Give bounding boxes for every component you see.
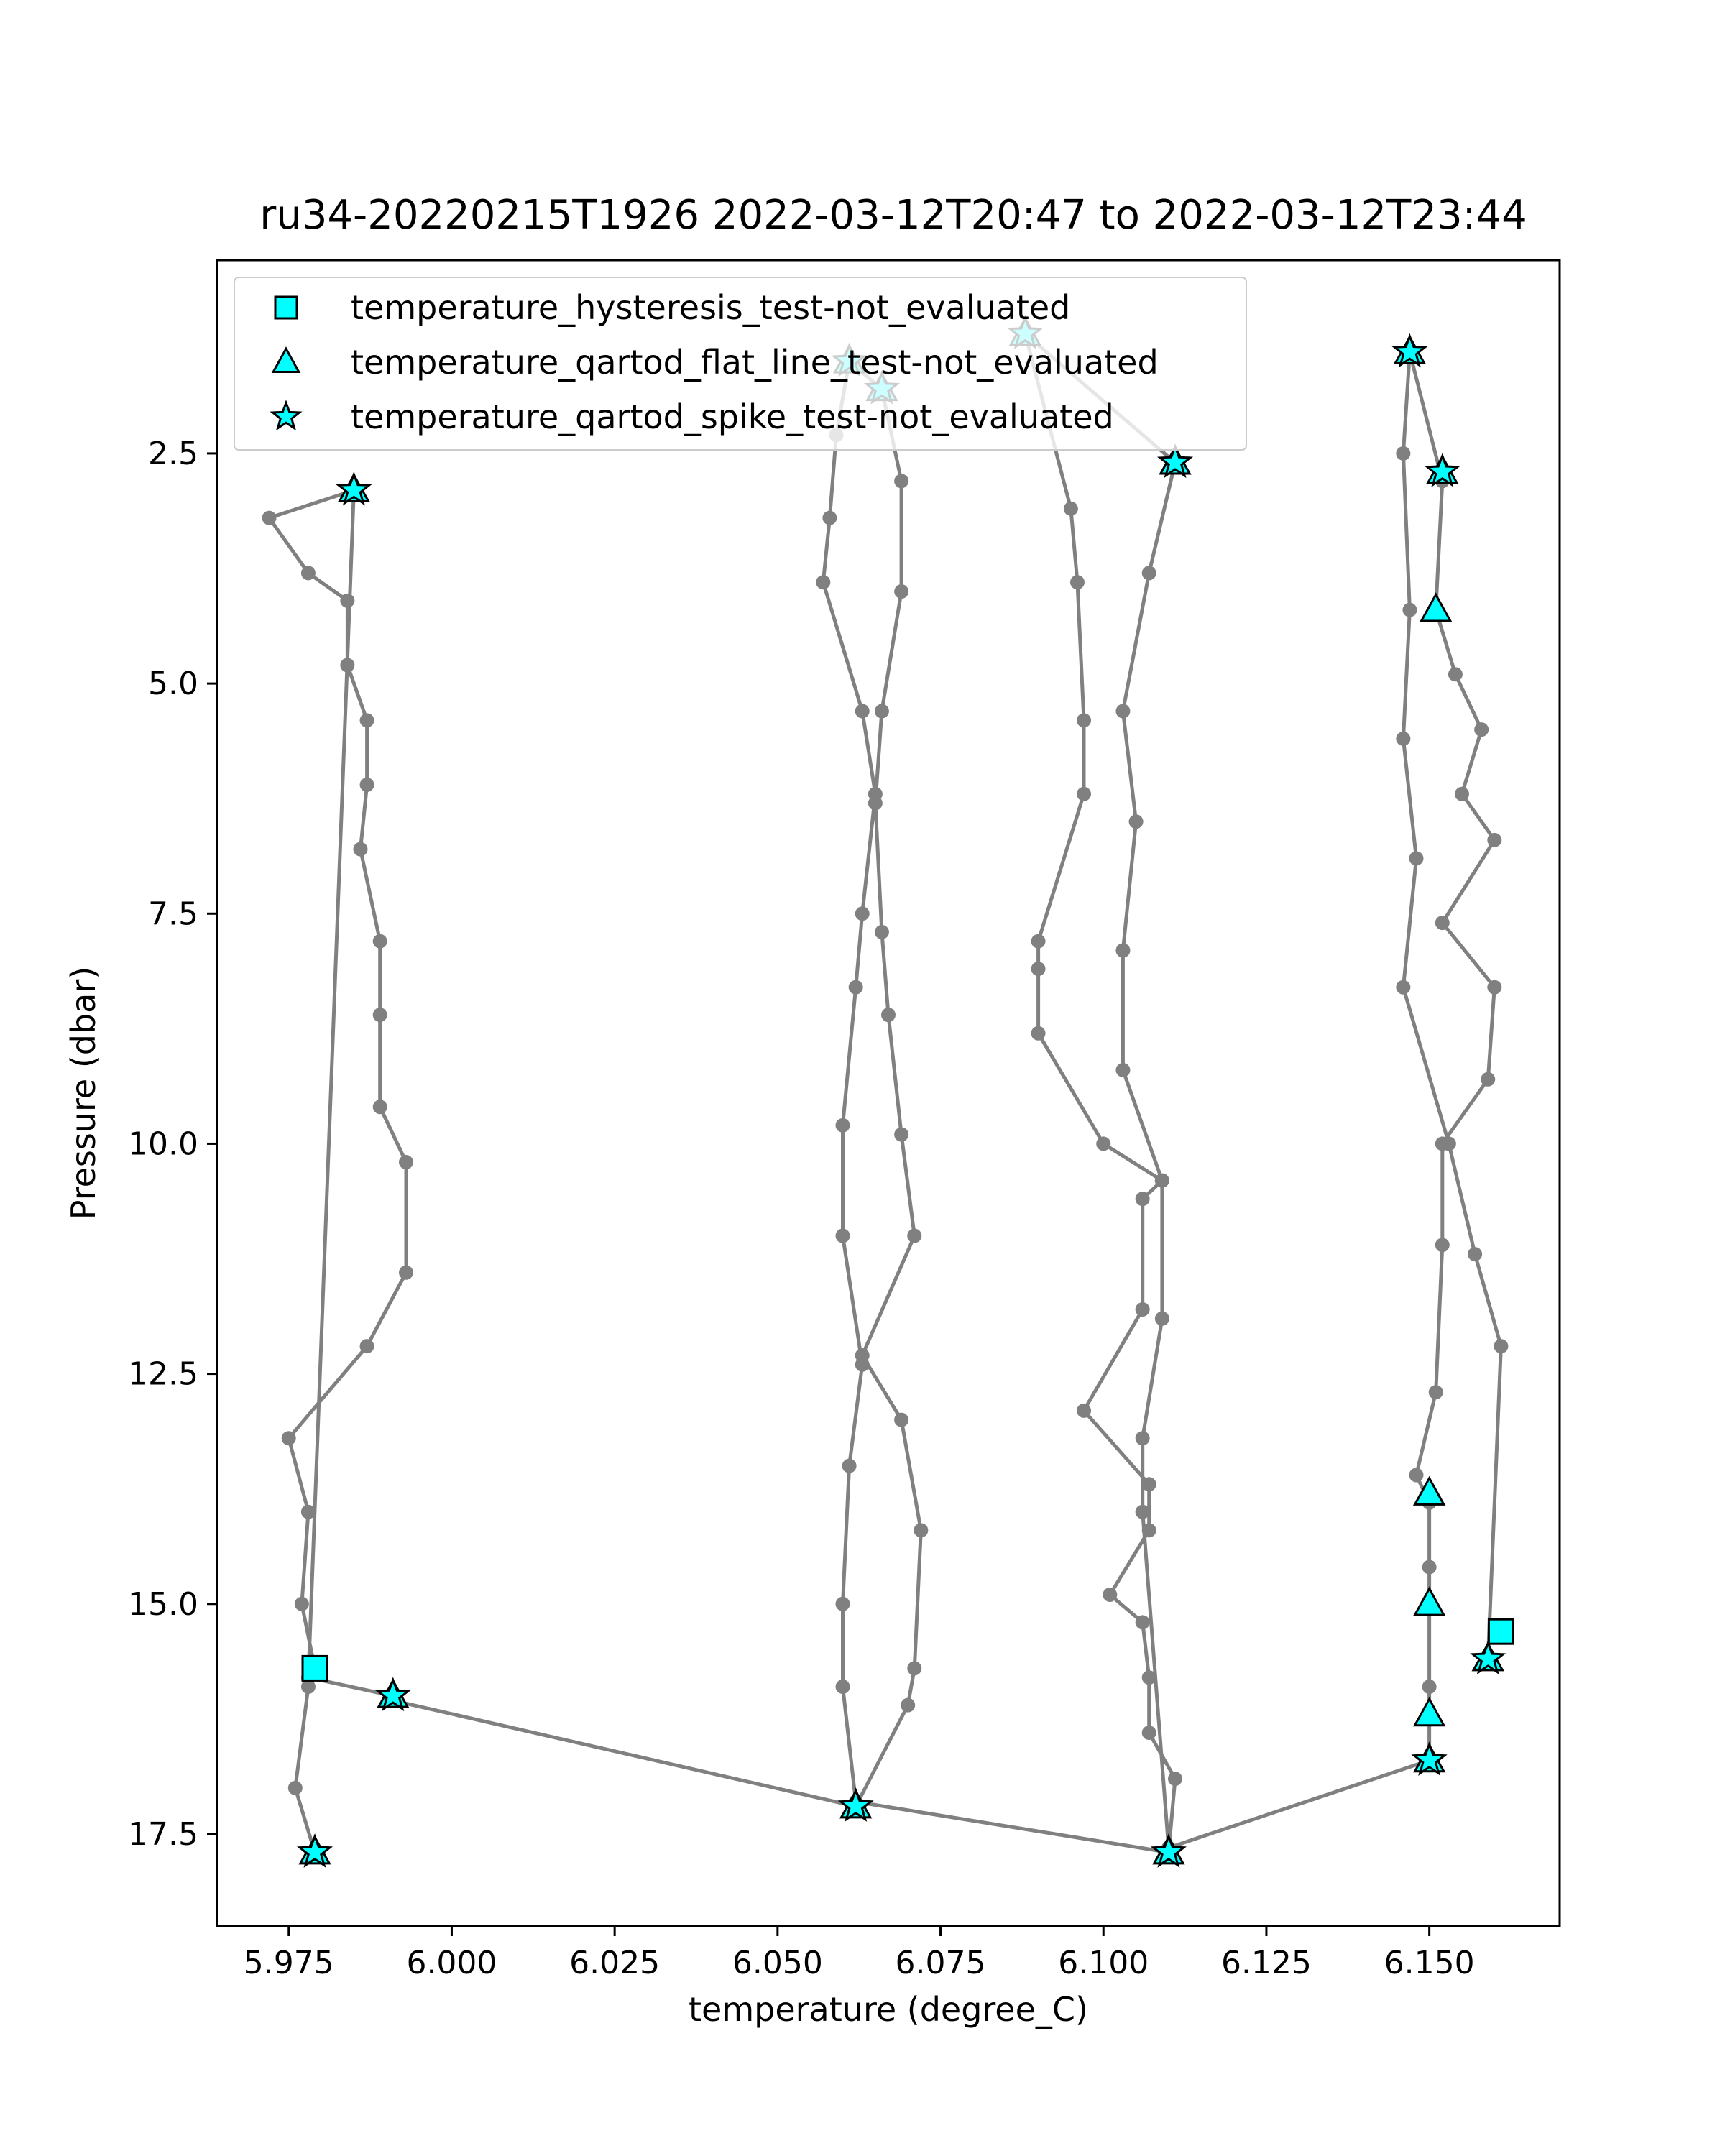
profile-point: [901, 1698, 915, 1713]
profile-point: [868, 787, 883, 801]
profile-point: [1116, 943, 1130, 957]
profile-point: [1468, 1247, 1482, 1261]
profile-point: [1142, 1523, 1156, 1537]
profile-point: [1448, 667, 1463, 681]
x-tick-label: 5.975: [243, 1945, 334, 1981]
profile-point: [849, 980, 863, 995]
profile-point: [907, 1229, 921, 1243]
profile-point: [282, 1431, 296, 1445]
profile-point: [1077, 787, 1091, 801]
profile-point: [399, 1266, 413, 1280]
profile-point: [875, 925, 889, 939]
x-axis-label: temperature (degree_C): [689, 1990, 1088, 2029]
profile-point: [1435, 1238, 1450, 1252]
profile-point: [1168, 1772, 1182, 1786]
profile-point: [1409, 851, 1424, 865]
profile-point: [1116, 704, 1130, 719]
x-tick-label: 6.100: [1058, 1945, 1149, 1981]
legend-square-marker: [275, 297, 297, 318]
profile-point: [301, 1505, 316, 1519]
y-tick-label: 17.5: [128, 1815, 198, 1853]
y-tick-label: 7.5: [148, 895, 198, 933]
legend-entries: [273, 288, 1159, 436]
profile-point: [855, 906, 870, 921]
profile-point: [1487, 833, 1501, 847]
profile-point: [1474, 722, 1489, 737]
profile-point: [1494, 1339, 1508, 1353]
profile-point: [855, 1358, 870, 1372]
profile-point: [914, 1523, 928, 1537]
profile-point: [373, 934, 387, 949]
profile-point: [836, 1597, 850, 1611]
profile-point: [1422, 1560, 1437, 1575]
profile-point: [1435, 916, 1450, 930]
profile-point: [1136, 1615, 1150, 1629]
profile-point: [1031, 1026, 1046, 1041]
profile-point: [262, 511, 277, 525]
legend-label: temperature_qartod_flat_line_test-not_evaluated: [351, 343, 1159, 382]
legend-label: temperature_qartod_spike_test-not_evaluated: [351, 397, 1114, 436]
profile-point: [894, 1413, 908, 1427]
profile-point: [836, 1680, 850, 1694]
profile-point: [1396, 446, 1410, 461]
profile-point: [1136, 1431, 1150, 1445]
x-tick-label: 6.025: [569, 1945, 661, 1981]
profile-point: [816, 575, 830, 589]
profile-point: [907, 1661, 921, 1675]
profile-point: [894, 474, 908, 488]
profile-point: [1396, 732, 1410, 746]
profile-point: [875, 704, 889, 719]
square-marker: [303, 1656, 327, 1680]
legend: [234, 277, 1246, 450]
y-tick-label: 10.0: [128, 1125, 198, 1163]
profile-point: [1077, 713, 1091, 727]
profile-point: [1155, 1174, 1169, 1188]
profile-point: [842, 1459, 857, 1473]
profile-point: [301, 566, 316, 580]
profile-point: [1455, 787, 1469, 801]
y-tick-label: 5.0: [148, 665, 198, 703]
profile-point: [1481, 1072, 1495, 1087]
profile-point: [894, 1128, 908, 1142]
profile-point: [1103, 1588, 1117, 1602]
profile-point: [1429, 1385, 1443, 1399]
x-tick-label: 6.075: [895, 1945, 986, 1981]
profile-point: [288, 1781, 303, 1795]
y-tick-label: 15.0: [128, 1585, 198, 1623]
profile-point: [822, 511, 837, 525]
x-tick-label: 6.150: [1384, 1945, 1475, 1981]
profile-point: [1142, 1726, 1156, 1740]
profile-point: [836, 1118, 850, 1133]
profile-point: [1402, 603, 1417, 617]
profile-point: [373, 1100, 387, 1114]
profile-point: [1129, 814, 1144, 829]
profile-point: [1077, 1404, 1091, 1418]
chart-title: ru34-20220215T1926 2022-03-12T20:47 to 2022-03-12T23:44: [259, 192, 1527, 239]
profile-point: [1031, 934, 1046, 949]
profile-point: [1136, 1192, 1150, 1206]
profile-point: [353, 842, 367, 857]
profile-point: [1031, 962, 1046, 976]
profile-point: [1155, 1312, 1169, 1326]
profile-point: [1070, 575, 1085, 589]
profile-point: [360, 1339, 374, 1353]
profile-point: [399, 1155, 413, 1169]
x-tick-label: 6.125: [1220, 1945, 1312, 1981]
profile-point: [1116, 1063, 1130, 1077]
profile-point: [340, 594, 354, 608]
profile-point: [1442, 1136, 1456, 1151]
profile-point: [373, 1008, 387, 1022]
profile-point: [1422, 1680, 1437, 1694]
profile-point: [836, 1229, 850, 1243]
profile-point: [881, 1008, 896, 1022]
profile-point: [295, 1597, 309, 1611]
y-tick-label: 2.5: [148, 435, 198, 472]
profile-point: [340, 658, 354, 672]
profile-point: [1096, 1136, 1110, 1151]
profile-point: [1136, 1505, 1150, 1519]
profile-point: [1487, 980, 1501, 995]
profile-point: [894, 584, 908, 599]
x-tick-label: 6.050: [732, 1945, 823, 1981]
profile-point: [1136, 1302, 1150, 1317]
profile-point: [1064, 502, 1078, 516]
profile-point: [1409, 1468, 1424, 1482]
profile-point: [360, 778, 374, 792]
legend-label: temperature_hysteresis_test-not_evaluated: [351, 288, 1071, 327]
profile-point: [1142, 1477, 1156, 1491]
y-axis-label: Pressure (dbar): [64, 966, 103, 1220]
y-tick-label: 12.5: [128, 1355, 198, 1393]
profile-point: [1142, 566, 1156, 580]
profile-point: [855, 704, 870, 719]
x-tick-label: 6.000: [406, 1945, 497, 1981]
profile-point: [1396, 980, 1410, 995]
profile-point: [360, 713, 374, 727]
profile-point: [1142, 1670, 1156, 1685]
square-marker: [1489, 1619, 1513, 1644]
